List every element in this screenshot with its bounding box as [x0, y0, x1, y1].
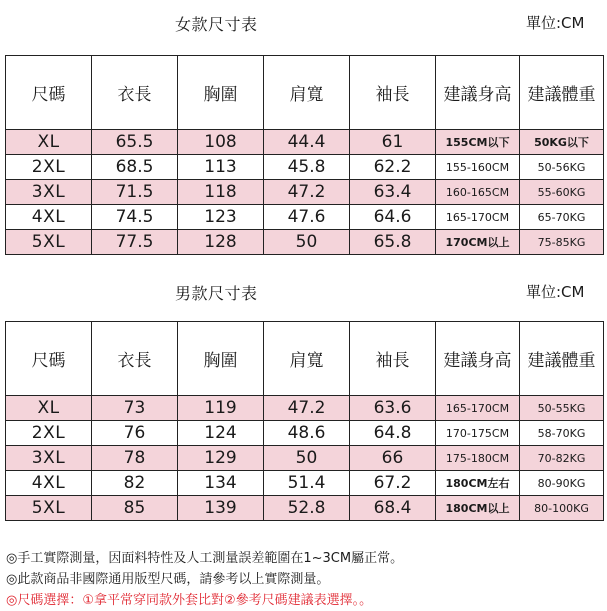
size-cell: 3XL: [6, 180, 92, 205]
sleeve-cell: 63.6: [350, 396, 436, 421]
weight-cell: 65-70KG: [520, 205, 604, 230]
weight-cell: 55-60KG: [520, 180, 604, 205]
table-row: [6, 155, 604, 180]
length-cell: 71.5: [92, 180, 178, 205]
header-length: 衣長: [92, 56, 178, 130]
length-cell: 85: [92, 496, 178, 521]
sleeve-cell: 62.2: [350, 155, 436, 180]
sleeve-cell: 61: [350, 130, 436, 155]
women-size-table: [5, 55, 604, 255]
length-cell: 78: [92, 446, 178, 471]
sleeve-cell: 64.6: [350, 205, 436, 230]
shoulder-cell: 50: [264, 446, 350, 471]
header-length: 衣長: [92, 322, 178, 396]
sleeve-cell: 63.4: [350, 180, 436, 205]
shoulder-cell: 48.6: [264, 421, 350, 446]
table-row: [6, 205, 604, 230]
header-size: 尺碼: [6, 322, 92, 396]
height-cell: 165-170CM: [436, 396, 520, 421]
chest-cell: 108: [178, 130, 264, 155]
men-size-table: [5, 321, 604, 521]
chest-cell: 113: [178, 155, 264, 180]
chest-cell: 129: [178, 446, 264, 471]
height-cell: 170-175CM: [436, 421, 520, 446]
header-shoulder: 肩寬: [264, 322, 350, 396]
header-size: 尺碼: [6, 56, 92, 130]
length-cell: 77.5: [92, 230, 178, 255]
chest-cell: 119: [178, 396, 264, 421]
chest-cell: 139: [178, 496, 264, 521]
men-table-title: 男款尺寸表: [175, 284, 258, 303]
height-cell: 175-180CM: [436, 446, 520, 471]
note-measurement: ◎手工實際測量，因面料特性及人工測量誤差範圍在1~3CM屬正常。: [6, 551, 404, 566]
header-sleeve: 袖長: [350, 56, 436, 130]
length-cell: 74.5: [92, 205, 178, 230]
sleeve-cell: 67.2: [350, 471, 436, 496]
weight-cell: 75-85KG: [520, 230, 604, 255]
table-row: [6, 496, 604, 521]
weight-cell: 58-70KG: [520, 421, 604, 446]
sleeve-cell: 66: [350, 446, 436, 471]
length-cell: 76: [92, 421, 178, 446]
height-cell: 180CM以上: [436, 496, 520, 521]
shoulder-cell: 47.2: [264, 180, 350, 205]
size-cell: 3XL: [6, 446, 92, 471]
weight-cell: 70-82KG: [520, 446, 604, 471]
men-header-row: [6, 322, 604, 396]
chest-cell: 118: [178, 180, 264, 205]
sleeve-cell: 64.8: [350, 421, 436, 446]
header-sleeve: 袖長: [350, 322, 436, 396]
size-cell: XL: [6, 130, 92, 155]
women-table-title: 女款尺寸表: [175, 15, 258, 34]
men-unit-label: 單位:CM: [526, 283, 585, 301]
weight-cell: 50KG以下: [520, 130, 604, 155]
table-row: [6, 180, 604, 205]
size-cell: 2XL: [6, 421, 92, 446]
women-unit-label: 單位:CM: [526, 14, 585, 32]
notes-block: [6, 548, 403, 611]
table-row: [6, 230, 604, 255]
header-shoulder: 肩寬: [264, 56, 350, 130]
height-cell: 170CM以上: [436, 230, 520, 255]
header-chest: 胸圍: [178, 322, 264, 396]
table-row: [6, 446, 604, 471]
size-cell: 2XL: [6, 155, 92, 180]
size-cell: 5XL: [6, 230, 92, 255]
sleeve-cell: 68.4: [350, 496, 436, 521]
table-row: [6, 130, 604, 155]
weight-cell: 50-55KG: [520, 396, 604, 421]
chest-cell: 128: [178, 230, 264, 255]
size-cell: 4XL: [6, 471, 92, 496]
women-header-row: [6, 56, 604, 130]
table-row: [6, 421, 604, 446]
weight-cell: 80-100KG: [520, 496, 604, 521]
weight-cell: 50-56KG: [520, 155, 604, 180]
chest-cell: 123: [178, 205, 264, 230]
header-weight: 建議體重: [520, 56, 604, 130]
header-weight: 建議體重: [520, 322, 604, 396]
shoulder-cell: 50: [264, 230, 350, 255]
size-cell: XL: [6, 396, 92, 421]
note-size-selection: ◎尺碼選擇：①拿平常穿同款外套比對②參考尺碼建議表選擇。。: [6, 593, 373, 608]
sleeve-cell: 65.8: [350, 230, 436, 255]
shoulder-cell: 44.4: [264, 130, 350, 155]
table-row: [6, 396, 604, 421]
chest-cell: 124: [178, 421, 264, 446]
shoulder-cell: 47.2: [264, 396, 350, 421]
chest-cell: 134: [178, 471, 264, 496]
weight-cell: 80-90KG: [520, 471, 604, 496]
table-row: [6, 471, 604, 496]
shoulder-cell: 45.8: [264, 155, 350, 180]
header-height: 建議身高: [436, 322, 520, 396]
size-cell: 4XL: [6, 205, 92, 230]
length-cell: 65.5: [92, 130, 178, 155]
shoulder-cell: 47.6: [264, 205, 350, 230]
shoulder-cell: 52.8: [264, 496, 350, 521]
header-height: 建議身高: [436, 56, 520, 130]
height-cell: 165-170CM: [436, 205, 520, 230]
header-chest: 胸圍: [178, 56, 264, 130]
height-cell: 155CM以下: [436, 130, 520, 155]
height-cell: 180CM左右: [436, 471, 520, 496]
length-cell: 82: [92, 471, 178, 496]
size-cell: 5XL: [6, 496, 92, 521]
note-sizing: ◎此款商品非國際通用版型尺碼，請參考以上實際測量。: [6, 572, 330, 587]
height-cell: 155-160CM: [436, 155, 520, 180]
height-cell: 160-165CM: [436, 180, 520, 205]
length-cell: 68.5: [92, 155, 178, 180]
shoulder-cell: 51.4: [264, 471, 350, 496]
length-cell: 73: [92, 396, 178, 421]
